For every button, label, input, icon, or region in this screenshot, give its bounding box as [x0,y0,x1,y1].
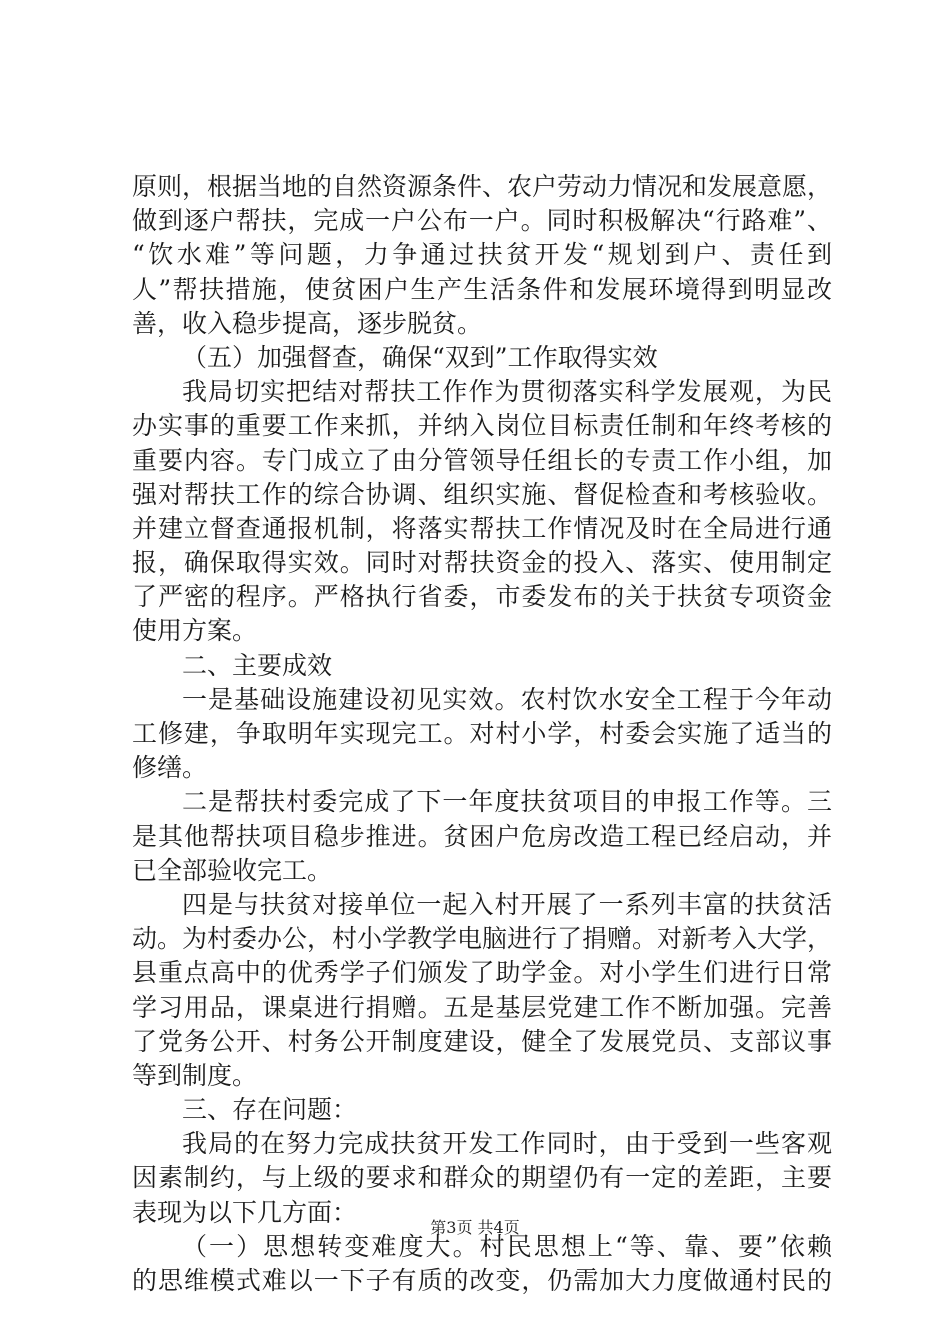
text-line: 使用方案。 [132,616,258,646]
text-line: 强对帮扶工作的综合协调、组织实施、督促检查和考核验收。 [132,479,832,509]
text-line: 了党务公开、村务公开制度建设，健全了发展党员、支部议事 [132,1026,832,1056]
text-line: 报，确保取得实效。同时对帮扶资金的投入、落实、使用制定 [132,548,832,578]
text-line: 工修建，争取明年实现完工。对村小学，村委会实施了适当的 [132,719,832,748]
text-line: （五）加强督查，确保“双到”工作取得实效 [182,342,658,372]
text-line: 表现为以下几方面： [132,1197,358,1227]
text-line: 做到逐户帮扶，完成一户公布一户。同时积极解决“行路难”、 [132,206,832,236]
page-footer: 第3页 共4页 [430,1218,520,1237]
text-line: 县重点高中的优秀学子们颁发了助学金。对小学生们进行日常 [132,958,832,988]
document-body [132,170,832,1298]
text-line: 了严密的程序。严格执行省委，市委发布的关于扶贫专项资金 [132,582,832,612]
text-line: 我局切实把结对帮扶工作作为贯彻落实科学发展观，为民 [182,377,832,407]
text-line: “饮水难”等问题，力争通过扶贫开发“规划到户、责任到 [132,240,832,270]
text-line: 因素制约，与上级的要求和群众的期望仍有一定的差距，主要 [132,1163,832,1193]
text-line: 重要内容。专门成立了由分管领导任组长的专责工作小组，加 [132,445,832,475]
text-line: 二、主要成效 [182,650,333,680]
text-line: 学习用品，课桌进行捐赠。五是基层党建工作不断加强。完善 [132,992,832,1022]
text-line: 并建立督查通报机制，将落实帮扶工作情况及时在全局进行通 [132,513,832,543]
text-line: 二是帮扶村委完成了下一年度扶贫项目的申报工作等。三 [182,787,832,817]
text-line: 我局的在努力完成扶贫开发工作同时，由于受到一些客观 [182,1129,832,1159]
text-line: （一）思想转变难度大。村民思想上“等、靠、要”依赖 [182,1231,832,1261]
text-line: 办实事的重要工作来抓，并纳入岗位目标责任制和年终考核的 [132,411,832,441]
text-line: 四是与扶贫对接单位一起入村开展了一系列丰富的扶贫活 [182,889,832,919]
text-line: 善，收入稳步提高，逐步脱贫。 [132,308,483,338]
text-line: 修缮。 [132,753,208,783]
text-line: 的思维模式难以一下子有质的改变，仍需加大力度做通村民的 [132,1266,832,1295]
text-line: 已全部验收完工。 [132,855,333,885]
text-line: 人”帮扶措施，使贫困户生产生活条件和发展环境得到明显改 [132,274,832,304]
text-line: 等到制度。 [132,1060,258,1090]
text-line: 是其他帮扶项目稳步推进。贫困户危房改造工程已经启动，并 [132,821,832,851]
text-line: 三、存在问题： [182,1095,358,1125]
text-line: 一是基础设施建设初见实效。农村饮水安全工程于今年动 [182,684,832,714]
text-line: 原则，根据当地的自然资源条件、农户劳动力情况和发展意愿， [132,172,833,201]
text-line: 动。为村委办公，村小学教学电脑进行了捐赠。对新考入大学， [132,924,833,954]
